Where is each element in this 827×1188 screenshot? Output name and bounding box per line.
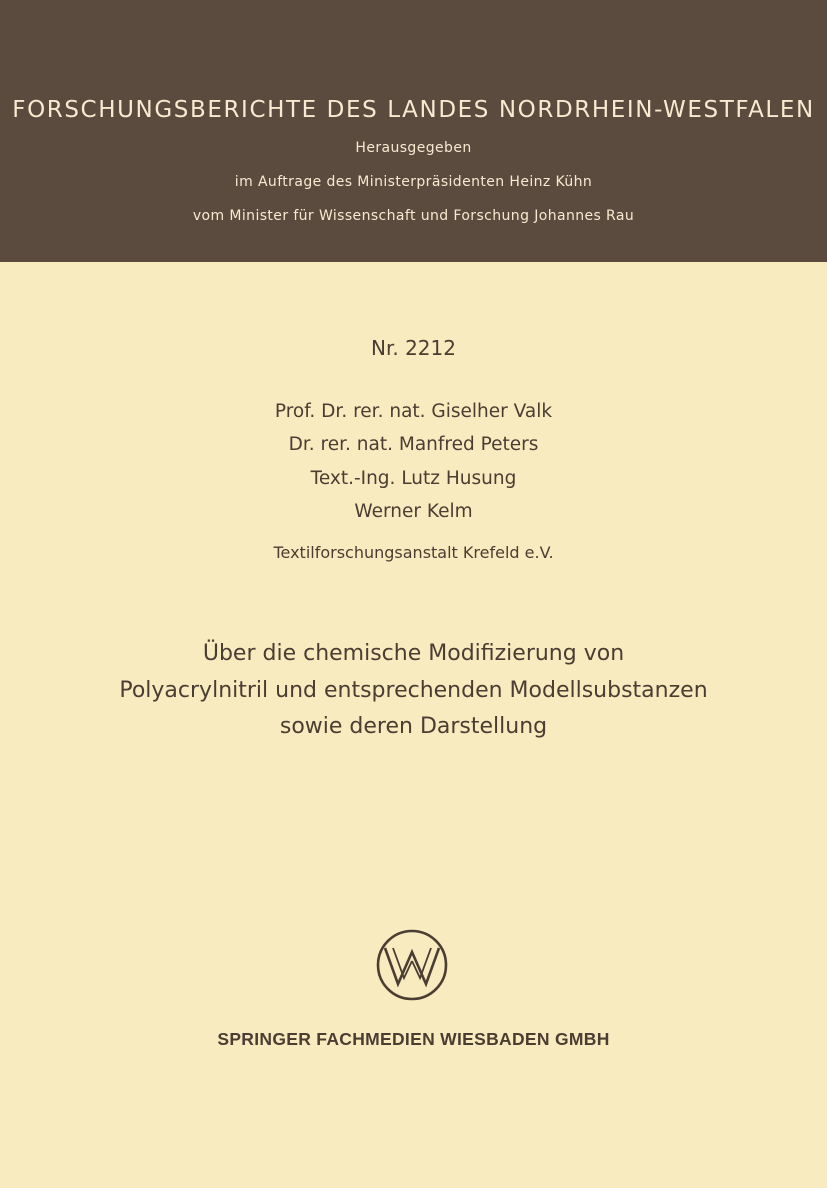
author-4: Werner Kelm — [354, 501, 473, 522]
title-line-2: Polyacrylnitril und entsprechenden Modellsubstanzen — [119, 678, 708, 703]
publisher-logo-icon — [375, 928, 449, 1002]
series-title: FORSCHUNGSBERICHTE DES LANDES NORDRHEIN-WESTFALEN — [12, 97, 815, 123]
publisher-name: SPRINGER FACHMEDIEN WIESBADEN GMBH — [217, 1029, 610, 1049]
author-1: Prof. Dr. rer. nat. Giselher Valk — [274, 401, 553, 422]
title-line-3: sowie deren Darstellung — [279, 714, 548, 739]
series-banner — [0, 0, 827, 262]
commissioned-by: im Auftrage des Ministerpräsidenten Heinz Kühn — [234, 174, 593, 190]
author-3: Text.-Ing. Lutz Husung — [310, 468, 517, 489]
editor-label: Herausgegeben — [355, 140, 472, 156]
report-number: Nr. 2212 — [371, 336, 456, 360]
institute: Textilforschungsanstalt Krefeld e.V. — [273, 543, 554, 562]
title-line-1: Über die chemische Modifizierung von — [202, 641, 625, 666]
minister-line: vom Minister für Wissenschaft und Forschung Johannes Rau — [192, 208, 635, 224]
author-2: Dr. rer. nat. Manfred Peters — [288, 434, 539, 455]
